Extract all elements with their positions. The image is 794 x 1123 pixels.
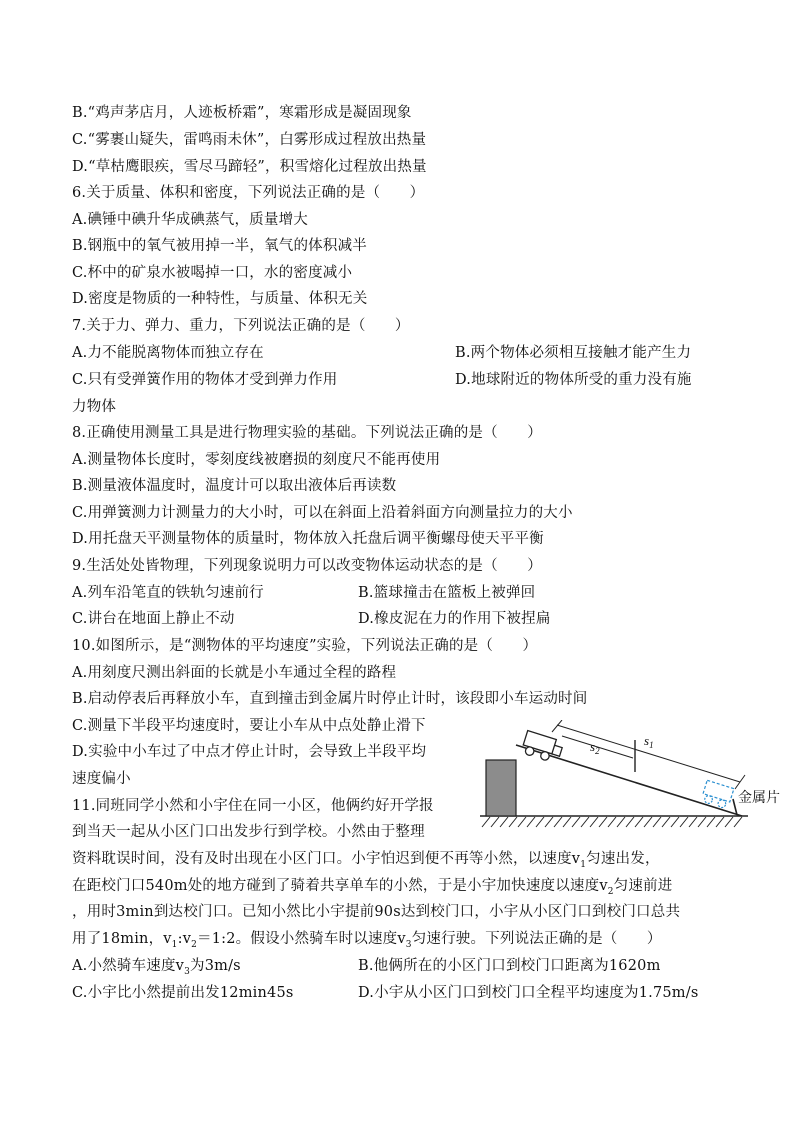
q11-line-3: 资料耽误时间，没有及时出现在小区门口。小宇怕迟到便不再等小然，以速度$v_1$匀速出发，	[72, 851, 660, 870]
q8-stem: 8.正确使用测量工具是进行物理实验的基础。下列说法正确的是（ ）	[72, 425, 542, 441]
q5-option-b: B.“鸡声茅店月，人迹板桥霜”，寒霜形成是凝固现象	[72, 105, 412, 121]
cart-top	[521, 731, 564, 765]
q7-option-b: B.两个物体必须相互接触才能产生力	[455, 345, 692, 361]
q11-option-a: A.小然骑车速度$v_3$为3m/s	[72, 958, 241, 977]
q9-option-a: A.列车沿笔直的铁轨匀速前行	[72, 585, 264, 601]
q5-option-c: C.“雾裹山疑失，雷鸣雨未休”，白雾形成过程放出热量	[72, 132, 427, 148]
support-block	[486, 760, 516, 816]
q6-option-a: A.碘锤中碘升华成碘蒸气，质量增大	[72, 212, 308, 228]
q8-option-c: C.用弹簧测力计测量力的大小时，可以在斜面上沿着斜面方向测量拉力的大小	[72, 505, 573, 521]
ground-hatching	[482, 817, 742, 827]
q11-option-c: C.小宇比小然提前出发12min45s	[72, 985, 294, 1001]
q6-option-d: D.密度是物质的一种特性，与质量、体积无关	[72, 291, 368, 307]
s1-tick-end	[735, 775, 745, 789]
q7-option-c: C.只有受弹簧作用的物体才受到弹力作用	[72, 372, 338, 388]
q9-stem: 9.生活处处皆物理，下列现象说明力可以改变物体运动状态的是（ ）	[72, 558, 542, 574]
q6-option-b: B.钢瓶中的氧气被用掉一半，氧气的体积减半	[72, 238, 367, 254]
q10-option-d-cont: 速度偏小	[72, 771, 131, 787]
s1-label: $s_1$	[644, 733, 654, 750]
q5-option-d: D.“草枯鹰眼疾，雪尽马蹄轻”，积雪熔化过程放出热量	[72, 159, 427, 175]
q7-option-d-cont: 力物体	[72, 399, 117, 415]
q11-line-1: 11.同班同学小然和小宇住在同一小区，他俩约好开学报	[72, 798, 434, 814]
q9-option-c: C.讲台在地面上静止不动	[72, 611, 235, 627]
q8-option-a: A.测量物体长度时，零刻度线被磨损的刻度尺不能再使用	[72, 452, 441, 468]
q7-option-a: A.力不能脱离物体而独立存在	[72, 345, 264, 361]
s2-label: $s_2$	[590, 739, 600, 756]
q11-line-5: ，用时3min到达校门口。已知小然比小宇提前90s达到校门口，小宇从小区门口到校门口总共	[72, 904, 681, 920]
q10-option-b: B.启动停表后再释放小车，直到撞击到金属片时停止计时，该段即小车运动时间	[72, 691, 588, 707]
q8-option-b: B.测量液体温度时，温度计可以取出液体后再读数	[72, 478, 397, 494]
q6-stem: 6.关于质量、体积和密度，下列说法正确的是（ ）	[72, 185, 425, 201]
q10-stem: 10.如图所示，是“测物体的平均速度”实验，下列说法正确的是（ ）	[72, 638, 538, 654]
q11-line-6: 用了18min，$v_1:v_2=1:2$。假设小然骑车时以速度$v_3$匀速行驶。下列说法正确的是（ ）	[72, 931, 662, 950]
q7-option-d: D.地球附近的物体所受的重力没有施	[455, 372, 692, 388]
q10-option-c: C.测量下半段平均速度时，要让小车从中点处静止滑下	[72, 718, 426, 734]
q8-option-d: D.用托盘天平测量物体的质量时，物体放入托盘后调平衡螺母使天平平衡	[72, 531, 544, 547]
q11-line-2: 到当天一起从小区门口出发步行到学校。小然由于整理	[72, 824, 425, 840]
q6-option-c: C.杯中的矿泉水被喝掉一口，水的密度减小	[72, 265, 353, 281]
q11-option-b: B.他俩所在的小区门口到校门口距离为1620m	[358, 958, 661, 974]
q9-option-d: D.橡皮泥在力的作用下被捏扁	[358, 611, 551, 627]
q11-line-4: 在距校门口540m处的地方碰到了骑着共享单车的小然，于是小宇加快速度以速度$v_2$匀速前进	[72, 878, 673, 897]
metal-plate-label: 金属片	[738, 790, 780, 806]
q9-option-b: B.篮球撞击在篮板上被弹回	[358, 585, 536, 601]
incline-figure	[478, 720, 790, 832]
q10-option-a: A.用刻度尺测出斜面的长就是小车通过全程的路程	[72, 665, 397, 681]
q11-option-d: D.小宇从小区门口到校门口全程平均速度为1.75m/s	[358, 985, 699, 1001]
q10-option-d: D.实验中小车过了中点才停止计时，会导致上半段平均	[72, 744, 427, 760]
q7-stem: 7.关于力、弹力、重力，下列说法正确的是（ ）	[72, 318, 410, 334]
